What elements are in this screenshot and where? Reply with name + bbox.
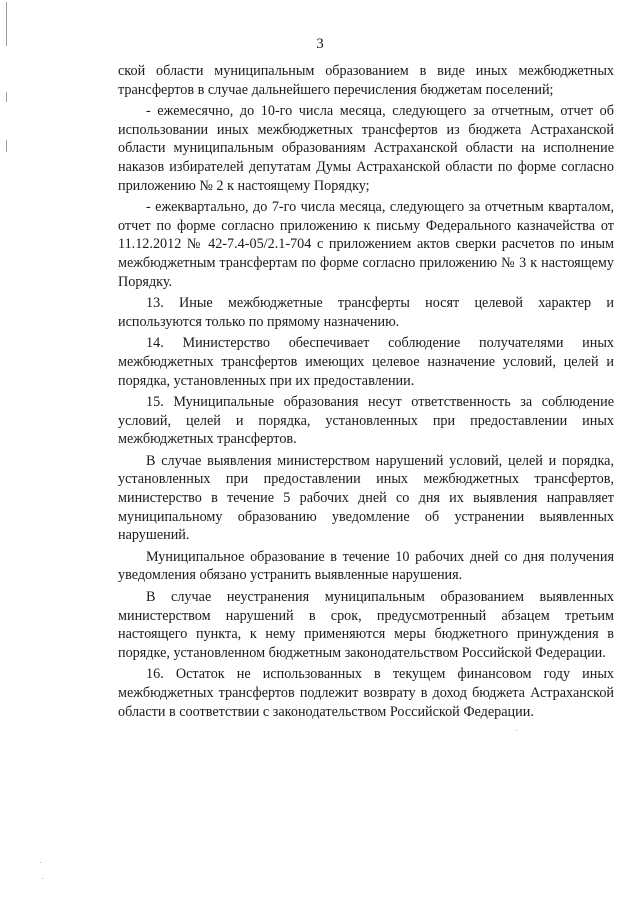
paragraph: 16. Остаток не использованных в текущем финансовом году иных межбюджетных трансфертов подлежит возврату в доход бюджета Астраханской области в соответствии с законодательством Российской Федерации. (118, 666, 614, 720)
paragraph: 15. Муниципальные образования несут ответственность за соблюдение условий, целей и порядка, установленных при предоставлении иных межбюджетных трансфертов. (118, 394, 614, 448)
page-number: 3 (316, 36, 324, 52)
scan-margin-mark (6, 140, 7, 152)
scan-speck (40, 862, 41, 863)
scan-speck (42, 878, 43, 879)
paragraph: В случае неустранения муниципальным образованием выявленных министерством нарушений в срок, предусмотренный абзацем третьим настоящего пункта, к нему применяются меры бюджетного принуждения в порядке, установленном бюджетным законодательством Российской Федерации. (118, 589, 614, 661)
document-body (118, 62, 614, 724)
scan-margin-mark (6, 92, 7, 102)
scan-speck (516, 730, 517, 731)
paragraph: В случае выявления министерством нарушений условий, целей и порядка, установленных при предоставлении иных межбюджетных трансфертов, министерство в течение 5 рабочих дней со дня их выявления направляет муниципальному образованию уведомление об устранении выявленных нарушений. (118, 452, 614, 544)
paragraph: - ежемесячно, до 10-го числа месяца, следующего за отчетным, отчет об использовании иных межбюджетных трансфертов из бюджета Астраханской области муниципальным образованиям Астраханской области на исполнение наказов избирателей депутатам Думы Астраханской области по форме согласно приложению № 2 к настоящему Порядку; (118, 103, 614, 194)
paragraph: 14. Министерство обеспечивает соблюдение получателями иных межбюджетных трансфертов имеющих целевое назначение условий, целей и порядка, установленных при их предоставлении. (118, 335, 614, 389)
paragraph: Муниципальное образование в течение 10 рабочих дней со дня получения уведомления обязано устранить выявленные нарушения. (118, 548, 614, 584)
paragraph: ской области муниципальным образованием в виде иных межбюджетных трансфертов в случае дальнейшего перечисления бюджетам поселений; (118, 63, 614, 98)
paragraph: 13. Иные межбюджетные трансферты носят целевой характер и используются только по прямому назначению. (118, 295, 614, 330)
paragraph: - ежеквартально, до 7-го числа месяца, следующего за отчетным кварталом, отчет по форме согласно приложению к письму Федерального казначейства от 11.12.2012 № 42-7.4-05/2.1-704 с приложением актов сверки расчетов по иным межбюджетным трансфертам по форме согласно приложению № 3 к настоящему Порядку. (118, 199, 614, 290)
